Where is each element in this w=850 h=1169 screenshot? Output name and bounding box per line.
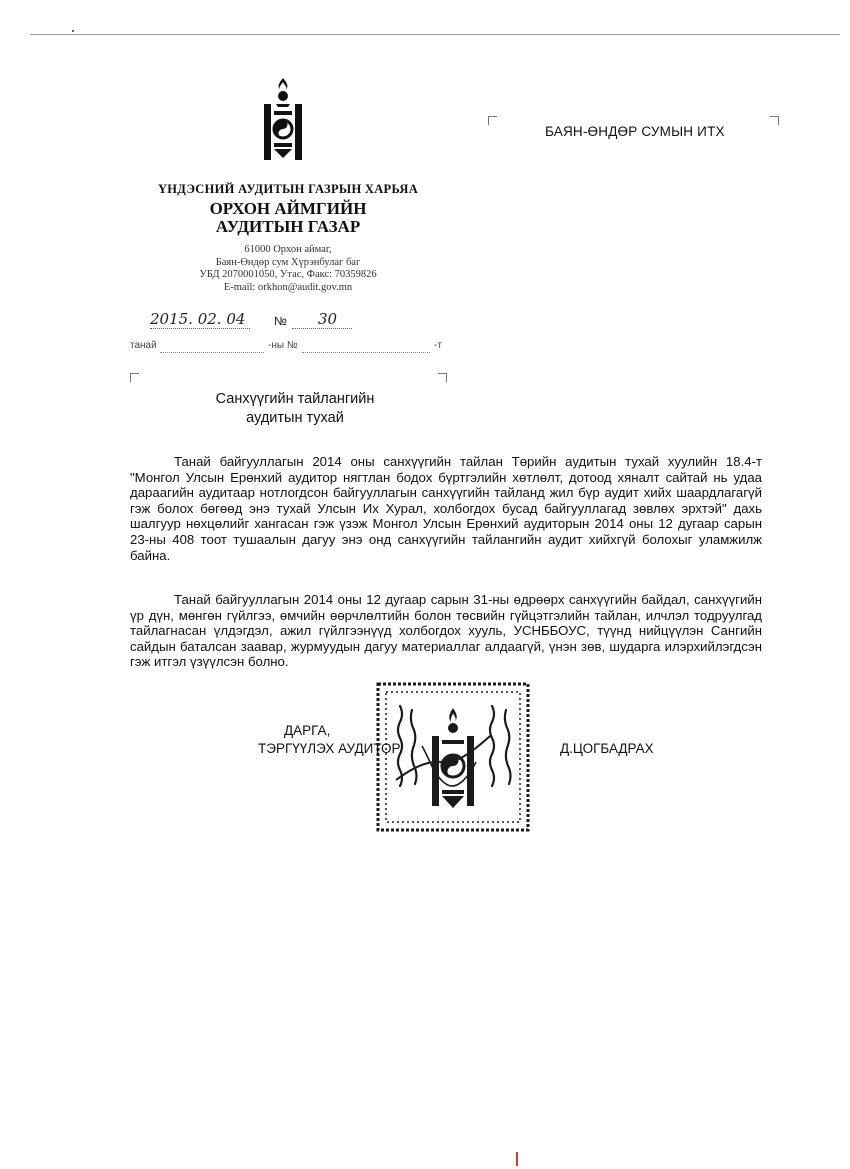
subject-corner-left xyxy=(130,373,139,382)
reply-mid: -ны № xyxy=(268,340,298,351)
reply-number-blank xyxy=(302,352,430,354)
address-line: Баян-Өндөр сум Хүрэнбулаг баг xyxy=(215,256,361,268)
recipient-corner-left xyxy=(488,116,497,125)
soyombo-emblem-icon xyxy=(258,76,308,162)
date-underline xyxy=(150,328,250,330)
subject-corner-right xyxy=(438,373,447,382)
signatory-title-line1: ДАРГА, xyxy=(284,723,331,738)
official-seal-stamp xyxy=(372,676,534,838)
number-underline xyxy=(292,328,352,330)
body-paragraph-2: Танай байгууллагын 2014 оны 12 дугаар сарын 31-ны өдрөөрх санхүүгийн байдал, санхүүгийн үр дүн, мөнгөн гүйлгээ, өмчийн өөрчлөлтийн болон төсвийн гүйцэтгэлийн тайлан, илчлэл тодруулгад тайлагнасан үлдэгдэл, ажил гүйлгээнүүд холбогдох хууль, УСНББОУС, түүнд нийцүүлэн Сангийн сайдын баталсан заавар, журмуудын дагуу материаллаг алдаагүй, үнэн зөв, шударга илэрхийлэгдсэн гэж итгэл үзүүлсэн болно. xyxy=(130,592,762,670)
subject xyxy=(170,390,420,428)
scan-top-border xyxy=(30,34,840,35)
number-label: № xyxy=(274,314,287,328)
letter-date: 2015. 02. 04 xyxy=(150,310,246,328)
address-line: 61000 Орхон аймаг, xyxy=(244,244,332,255)
organization-name-line1: ОРХОН АЙМГИЙН xyxy=(209,199,367,218)
address-line: E-mail: orkhon@audit.gov.mn xyxy=(223,281,353,293)
organization-address xyxy=(150,244,426,294)
margin-mark xyxy=(516,1152,518,1166)
reply-date-blank xyxy=(160,352,264,354)
recipient-corner-right xyxy=(770,116,779,125)
parent-organization: ҮНДЭСНИЙ АУДИТЫН ГАЗРЫН ХАРЬЯА xyxy=(157,182,419,196)
reply-suffix: -т xyxy=(434,340,442,351)
subject-line2: аудитын тухай xyxy=(246,410,344,426)
reply-prefix: танай xyxy=(130,340,157,351)
organization-name-line2: АУДИТЫН ГАЗАР xyxy=(215,217,361,236)
letter-number: 30 xyxy=(318,310,338,328)
signatory-title-line2: ТЭРГҮҮЛЭХ АУДИТОР xyxy=(258,741,401,756)
organization-name xyxy=(150,200,426,236)
subject-line1: Санхүүгийн тайлангийн xyxy=(215,391,375,407)
body-paragraph-1: Танай байгууллагын 2014 оны санхүүгийн тайлан Төрийн аудитын тухай хуулийн 18.4-т "Монгол Улсын Ерөнхий аудитор нягтлан бодох бүртгэлийн хөтлөлт, дотоод хяналт сайтай нь удаа дараагийн аудитаар нотлогдсон байгууллагын санхүүгийн тайланд жил бүр аудит хийх шаардлагагүй гэж болох бөгөөд энэ тухай Улсын Их Хурал, холбогдох бусад байгууллагад зөвлөх эрхтэй" дахь шалгуур нөхцөлийг хангасан гэж үзэж Монгол Улсын Ерөнхий аудиторын 2014 оны 12 дугаар сарын 23-ны 408 тоот тушаалын дагуу энэ онд санхүүгийн тайлангийн аудит хийхгүй болохыг уламжилж байна. xyxy=(130,454,762,563)
recipient: БАЯН-ӨНДӨР СУМЫН ИТХ xyxy=(545,124,725,139)
scan-dot xyxy=(72,30,74,32)
signatory-name: Д.ЦОГБАДРАХ xyxy=(560,741,654,756)
address-line: УБД 2070001050, Утас, Факс: 70359826 xyxy=(199,269,377,280)
